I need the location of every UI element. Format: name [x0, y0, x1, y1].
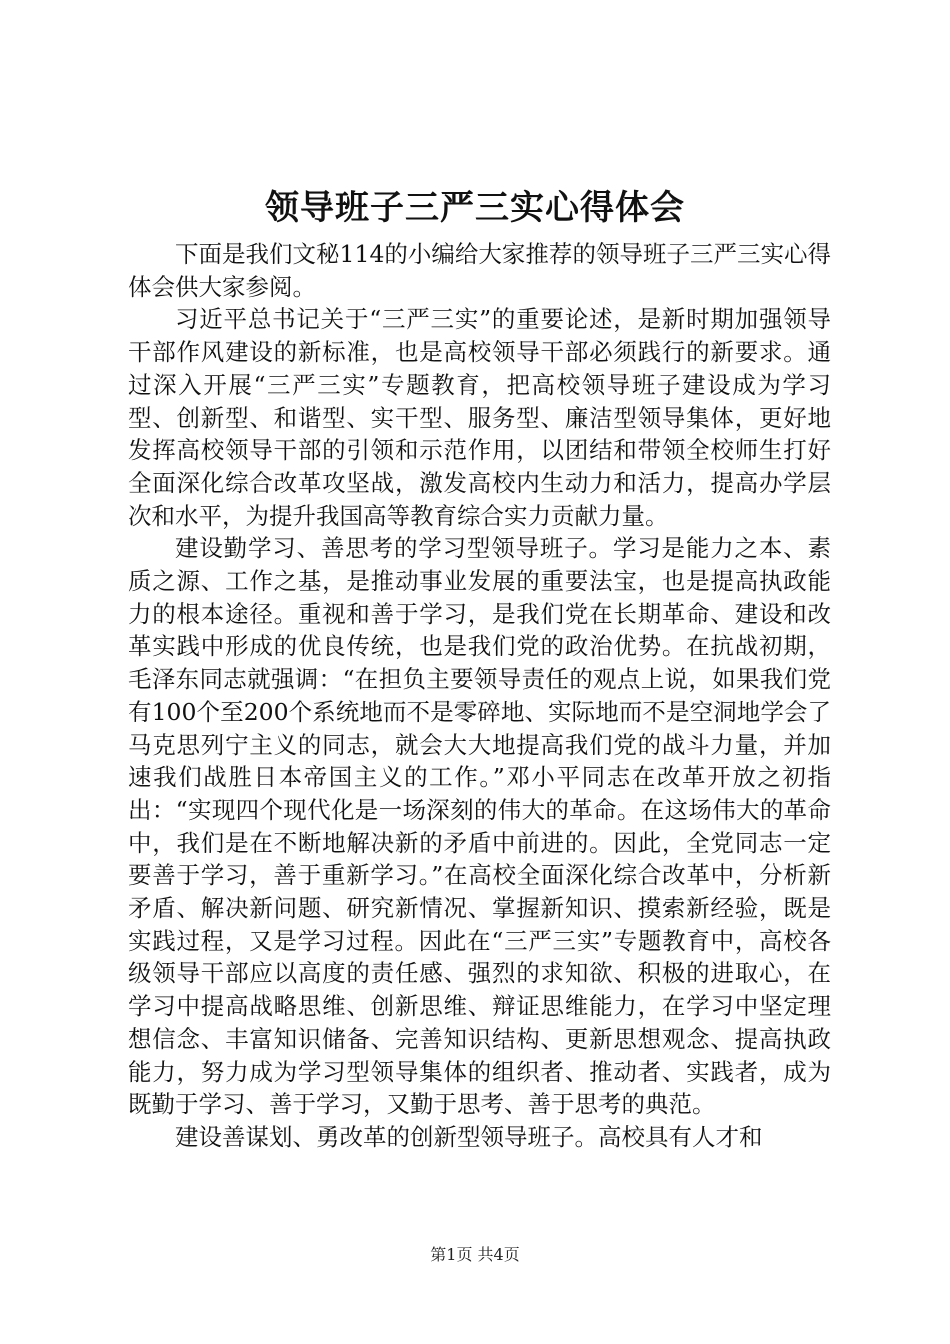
paragraph-learning-team: 建设勤学习、善思考的学习型领导班子。学习是能力之本、素质之源、工作之基，是推动事业发展的重要法宝，也是提高执政能力的根本途径。重视和善于学习，是我们党在长期革命、建设和改革实践中形成的优良传统，也是我们党的政治优势。在抗战初期，毛泽东同志就强调：“在担负主要领导责任的观点上说，如果我们党有100个至200个系统地而不是零碎地、实际地而不是空洞地学会了马克思列宁主义的同志，就会大大地提高我们党的战斗力量，并加速我们战胜日本帝国主义的工作。”邓小平同志在改革开放之初指出：“实现四个现代化是一场深刻的伟大的革命。在这场伟大的革命中，我们是在不断地解决新的矛盾中前进的。因此，全党同志一定要善于学习，善于重新学习。”在高校全面深化综合改革中，分析新矛盾、解决新问题、研究新情况、掌握新知识、摸索新经验，既是实践过程，又是学习过程。因此在“三严三实”专题教育中，高校各级领导干部应以高度的责任感、强烈的求知欲、积极的进取心，在学习中提高战略思维、创新思维、辩证思维能力，在学习中坚定理想信念、丰富知识储备、完善知识结构、更新思想观念、提高执政能力，努力成为学习型领导集体的组织者、推动者、实践者，成为既勤于学习、善于学习，又勤于思考、善于思考的典范。 — [128, 534, 831, 1119]
paragraph-innovation-team: 建设善谋划、勇改革的创新型领导班子。高校具有人才和 — [175, 1122, 763, 1151]
document-title: 领导班子三严三实心得体会 — [265, 188, 685, 228]
paragraph-intro: 下面是我们文秘114的小编给大家推荐的领导班子三严三实心得体会供大家参阅。 — [128, 240, 831, 301]
page-footer — [0, 1245, 950, 1265]
paragraph-overview: 习近平总书记关于“三严三实”的重要论述，是新时期加强领导干部作风建设的新标准，也是高校领导干部必须践行的新要求。通过深入开展“三严三实”专题教育，把高校领导班子建设成为学习型、创新型、和谐型、实干型、服务型、廉洁型领导集体，更好地发挥高校领导干部的引领和示范作用，以团结和带领全校师生打好全面深化综合改革攻坚战，激发高校内生动力和活力，提高办学层次和水平，为提升我国高等教育综合实力贡献力量。 — [128, 305, 831, 530]
document-body — [128, 238, 831, 1154]
page-number: 第1页 共4页 — [430, 1245, 520, 1264]
